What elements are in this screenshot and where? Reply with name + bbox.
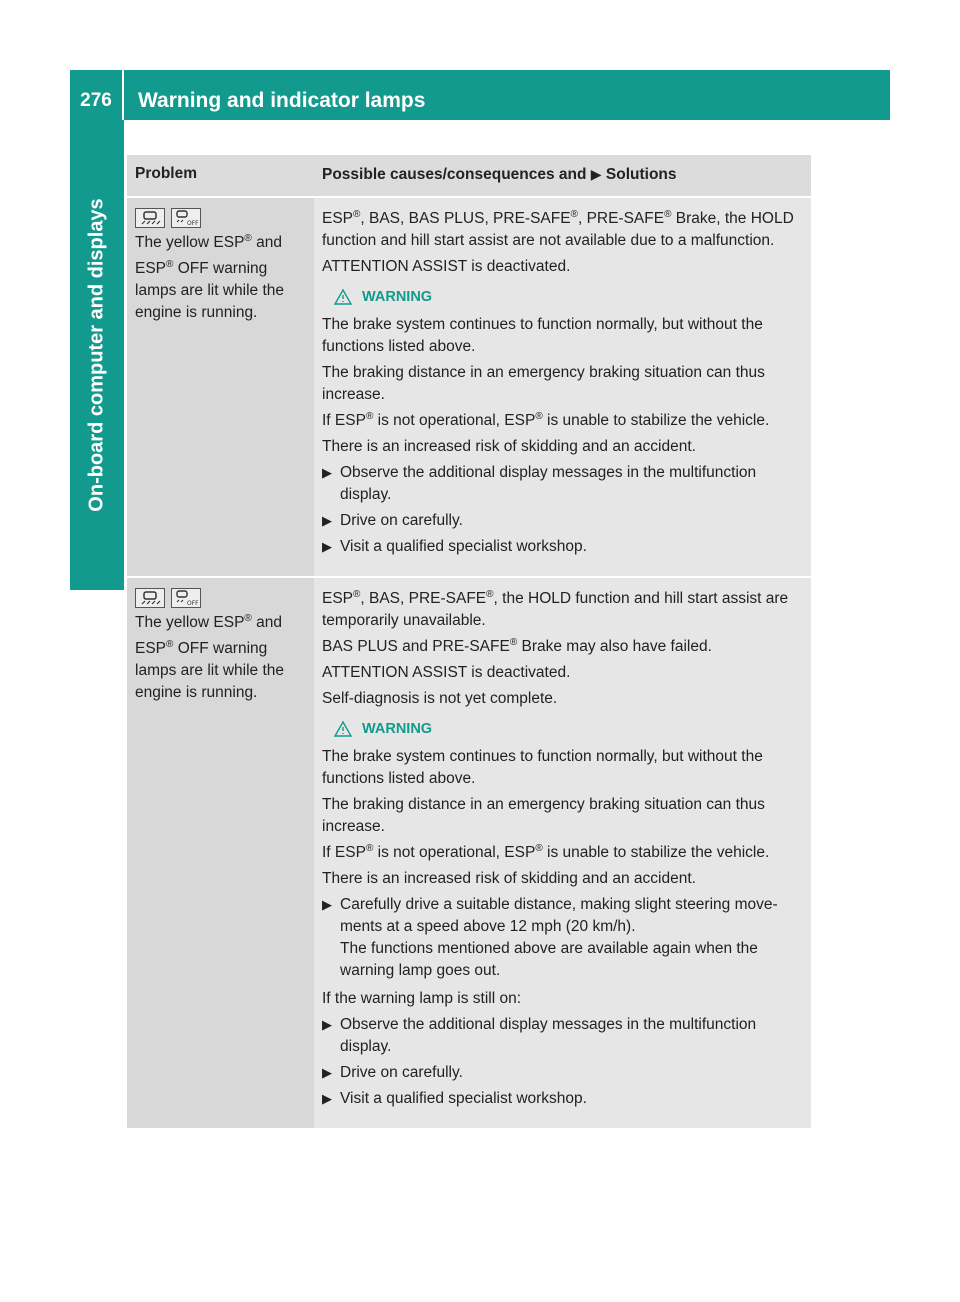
column-header-solutions-text2: Solutions [605,166,677,183]
solution-cell [314,576,811,1128]
instruction-item: ▶ Observe the additional display messages in the multifunction display. [322,462,803,506]
problem-solution-table [127,155,811,1128]
warning-heading [334,718,803,740]
problem-text-line1: The yellow ESP® and [135,232,282,251]
solution-paragraph: ESP®, BAS, PRE-SAFE®, the HOLD function and hill start assist are temporarily unavailable. [322,588,789,629]
warning-heading [334,286,803,308]
table-row [127,196,811,576]
lamp-icons [135,208,306,228]
problem-text-line2: ESP® OFF warning lamps are lit while the engine is running. [135,638,285,701]
svg-text:OFF: OFF [187,220,199,227]
warning-text: The brake system continues to function normally, but without the functions listed above. [322,748,763,787]
side-tab-label: On-board computer and displays [85,198,108,512]
problem-cell [127,576,314,1128]
solution-paragraph: ESP®, BAS, BAS PLUS, PRE-SAFE®, PRE-SAFE® Brake, the HOLD function and hill start assist are not available due to a malfunction. [322,208,794,249]
table-row [127,576,811,1128]
page-header [70,70,890,120]
lamp-icons [135,588,306,608]
instruction-item: ▶ Carefully drive a suitable distance, making slight steering move-ments at a speed above 12 mph (20 km/h). The functions mentioned above are available again when the warning lamp goes out. [322,894,803,982]
arrow-icon: ▶ [590,166,602,182]
solution-paragraph: If the warning lamp is still on: [322,990,522,1007]
problem-text-line2: ESP® OFF warning lamps are lit while the engine is running. [135,258,285,321]
warning-text: If ESP® is not operational, ESP® is unable to stabilize the vehicle. [322,842,770,861]
esp-lamp-icon [135,208,165,228]
page-title: Warning and indicator lamps [138,89,426,112]
solution-cell [314,196,811,576]
table-header-row [127,155,811,196]
instruction-item: ▶ Observe the additional display messages in the multifunction display. [322,1014,803,1058]
warning-text: There is an increased risk of skidding and an accident. [322,870,696,887]
solution-paragraph: Self-diagnosis is not yet complete. [322,690,558,707]
svg-text:OFF: OFF [187,600,199,607]
bullet-arrow-icon: ▶ [322,465,332,480]
instruction-item: ▶ Drive on carefully. [322,510,803,532]
column-header-solutions-text: Possible causes/consequences and [322,166,587,183]
problem-text-line1: The yellow ESP® and [135,612,282,631]
problem-cell [127,196,314,576]
warning-triangle-icon [334,721,352,737]
bullet-arrow-icon: ▶ [322,1017,332,1032]
instruction-item: ▶ Visit a qualified specialist workshop. [322,536,803,558]
side-tab-marker [70,546,124,590]
instruction-item: ▶ Drive on carefully. [322,1062,803,1084]
warning-text: The braking distance in an emergency braking situation can thus increase. [322,364,765,403]
solution-paragraph: ATTENTION ASSIST is deactivated. [322,664,571,681]
column-header-problem: Problem [127,155,314,196]
page-number: 276 [70,70,124,120]
column-header-solutions [314,155,811,196]
esp-off-lamp-icon [171,208,201,228]
warning-text: If ESP® is not operational, ESP® is unable to stabilize the vehicle. [322,410,770,429]
bullet-arrow-icon: ▶ [322,513,332,528]
warning-label: WARNING [362,721,433,737]
warning-text: There is an increased risk of skidding and an accident. [322,438,696,455]
esp-off-lamp-icon [171,588,201,608]
bullet-arrow-icon: ▶ [322,897,332,912]
bullet-arrow-icon: ▶ [322,1065,332,1080]
warning-triangle-icon [334,289,352,305]
esp-lamp-icon [135,588,165,608]
warning-text: The brake system continues to function normally, but without the functions listed above. [322,316,763,355]
warning-text: The braking distance in an emergency braking situation can thus increase. [322,796,765,835]
instruction-item: ▶ Visit a qualified specialist workshop. [322,1088,803,1110]
solution-paragraph: BAS PLUS and PRE-SAFE® Brake may also have failed. [322,636,712,655]
warning-label: WARNING [362,289,433,305]
bullet-arrow-icon: ▶ [322,1091,332,1106]
solution-paragraph: ATTENTION ASSIST is deactivated. [322,258,571,275]
bullet-arrow-icon: ▶ [322,539,332,554]
